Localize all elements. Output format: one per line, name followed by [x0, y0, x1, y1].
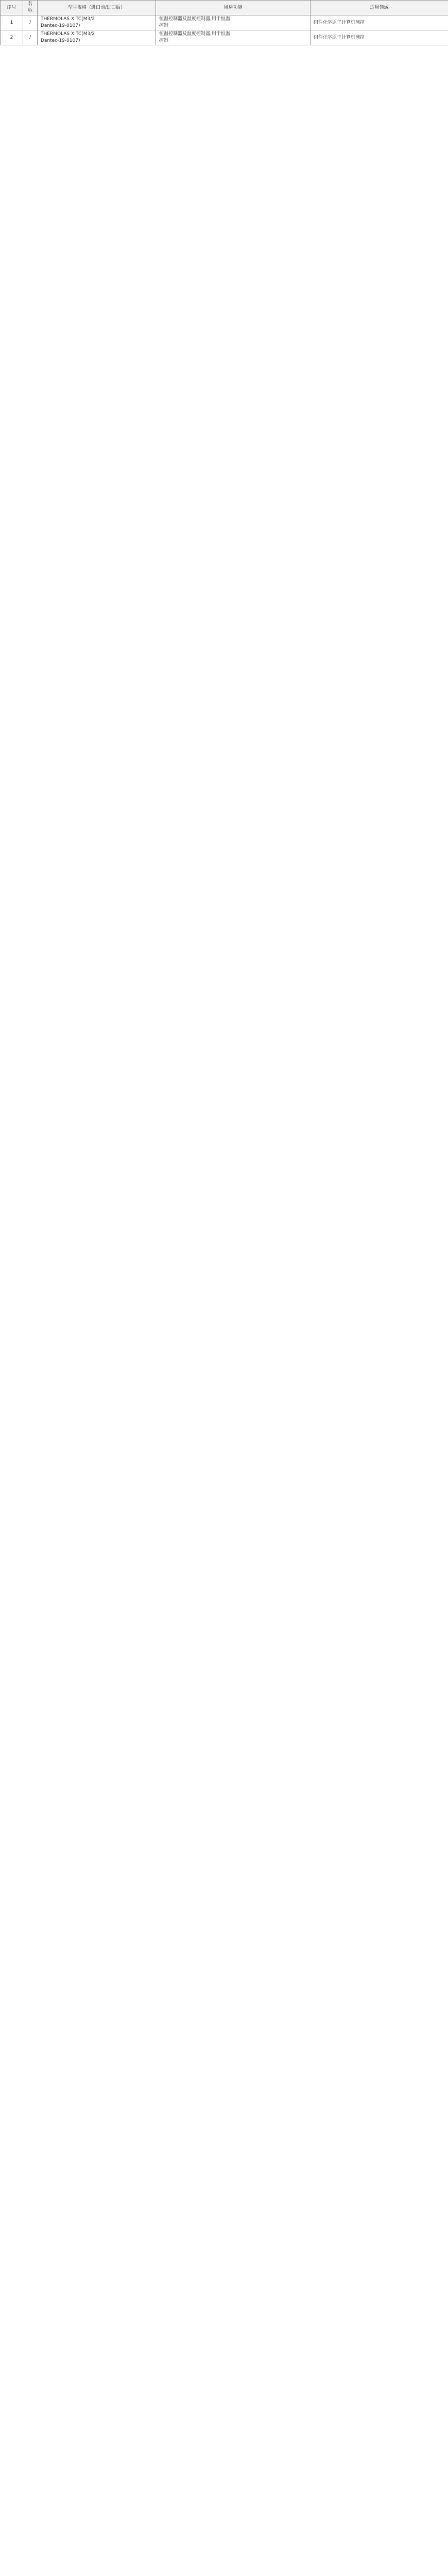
row-index: 2	[1, 30, 23, 45]
header-cell: 用途功能	[156, 1, 311, 15]
document-page	[0, 0, 448, 45]
row-field	[311, 30, 448, 45]
row-field	[311, 15, 448, 30]
row-model	[38, 30, 156, 45]
row-index: 1	[1, 15, 23, 30]
header-cell: 序号	[1, 1, 23, 15]
cell-line: 组件化学原子计算机测控	[314, 35, 365, 40]
table-body	[1, 15, 448, 45]
cell-line: Dantec-19-0107)	[41, 38, 80, 43]
cell-line: 控制	[159, 23, 169, 28]
row-function	[156, 30, 311, 45]
row-model	[38, 15, 156, 30]
row-name: /	[23, 30, 38, 45]
table-row	[1, 30, 448, 45]
header-cell: 名称	[23, 1, 38, 15]
header-cell: 型号规格（进口前/进口后）	[38, 1, 156, 15]
row-function	[156, 15, 311, 30]
cell-line: 组件化学原子计算机测控	[314, 20, 365, 25]
cell-line: Dantec-19-0107)	[41, 23, 80, 28]
table-header-row	[1, 1, 448, 15]
table-row	[1, 15, 448, 30]
cell-line: 控制	[159, 38, 169, 43]
header-cell: 适用领域	[311, 1, 448, 15]
cell-line: 恒温控制器及温度控制器,用于恒温	[159, 16, 230, 22]
spec-table	[0, 0, 448, 45]
cell-line: THERMOLAS X TC(M3/2	[41, 16, 95, 22]
cell-line: THERMOLAS X TC(M3/2	[41, 31, 95, 37]
cell-line: 恒温控制器及温度控制器,用于恒温	[159, 31, 230, 37]
row-name: /	[23, 15, 38, 30]
